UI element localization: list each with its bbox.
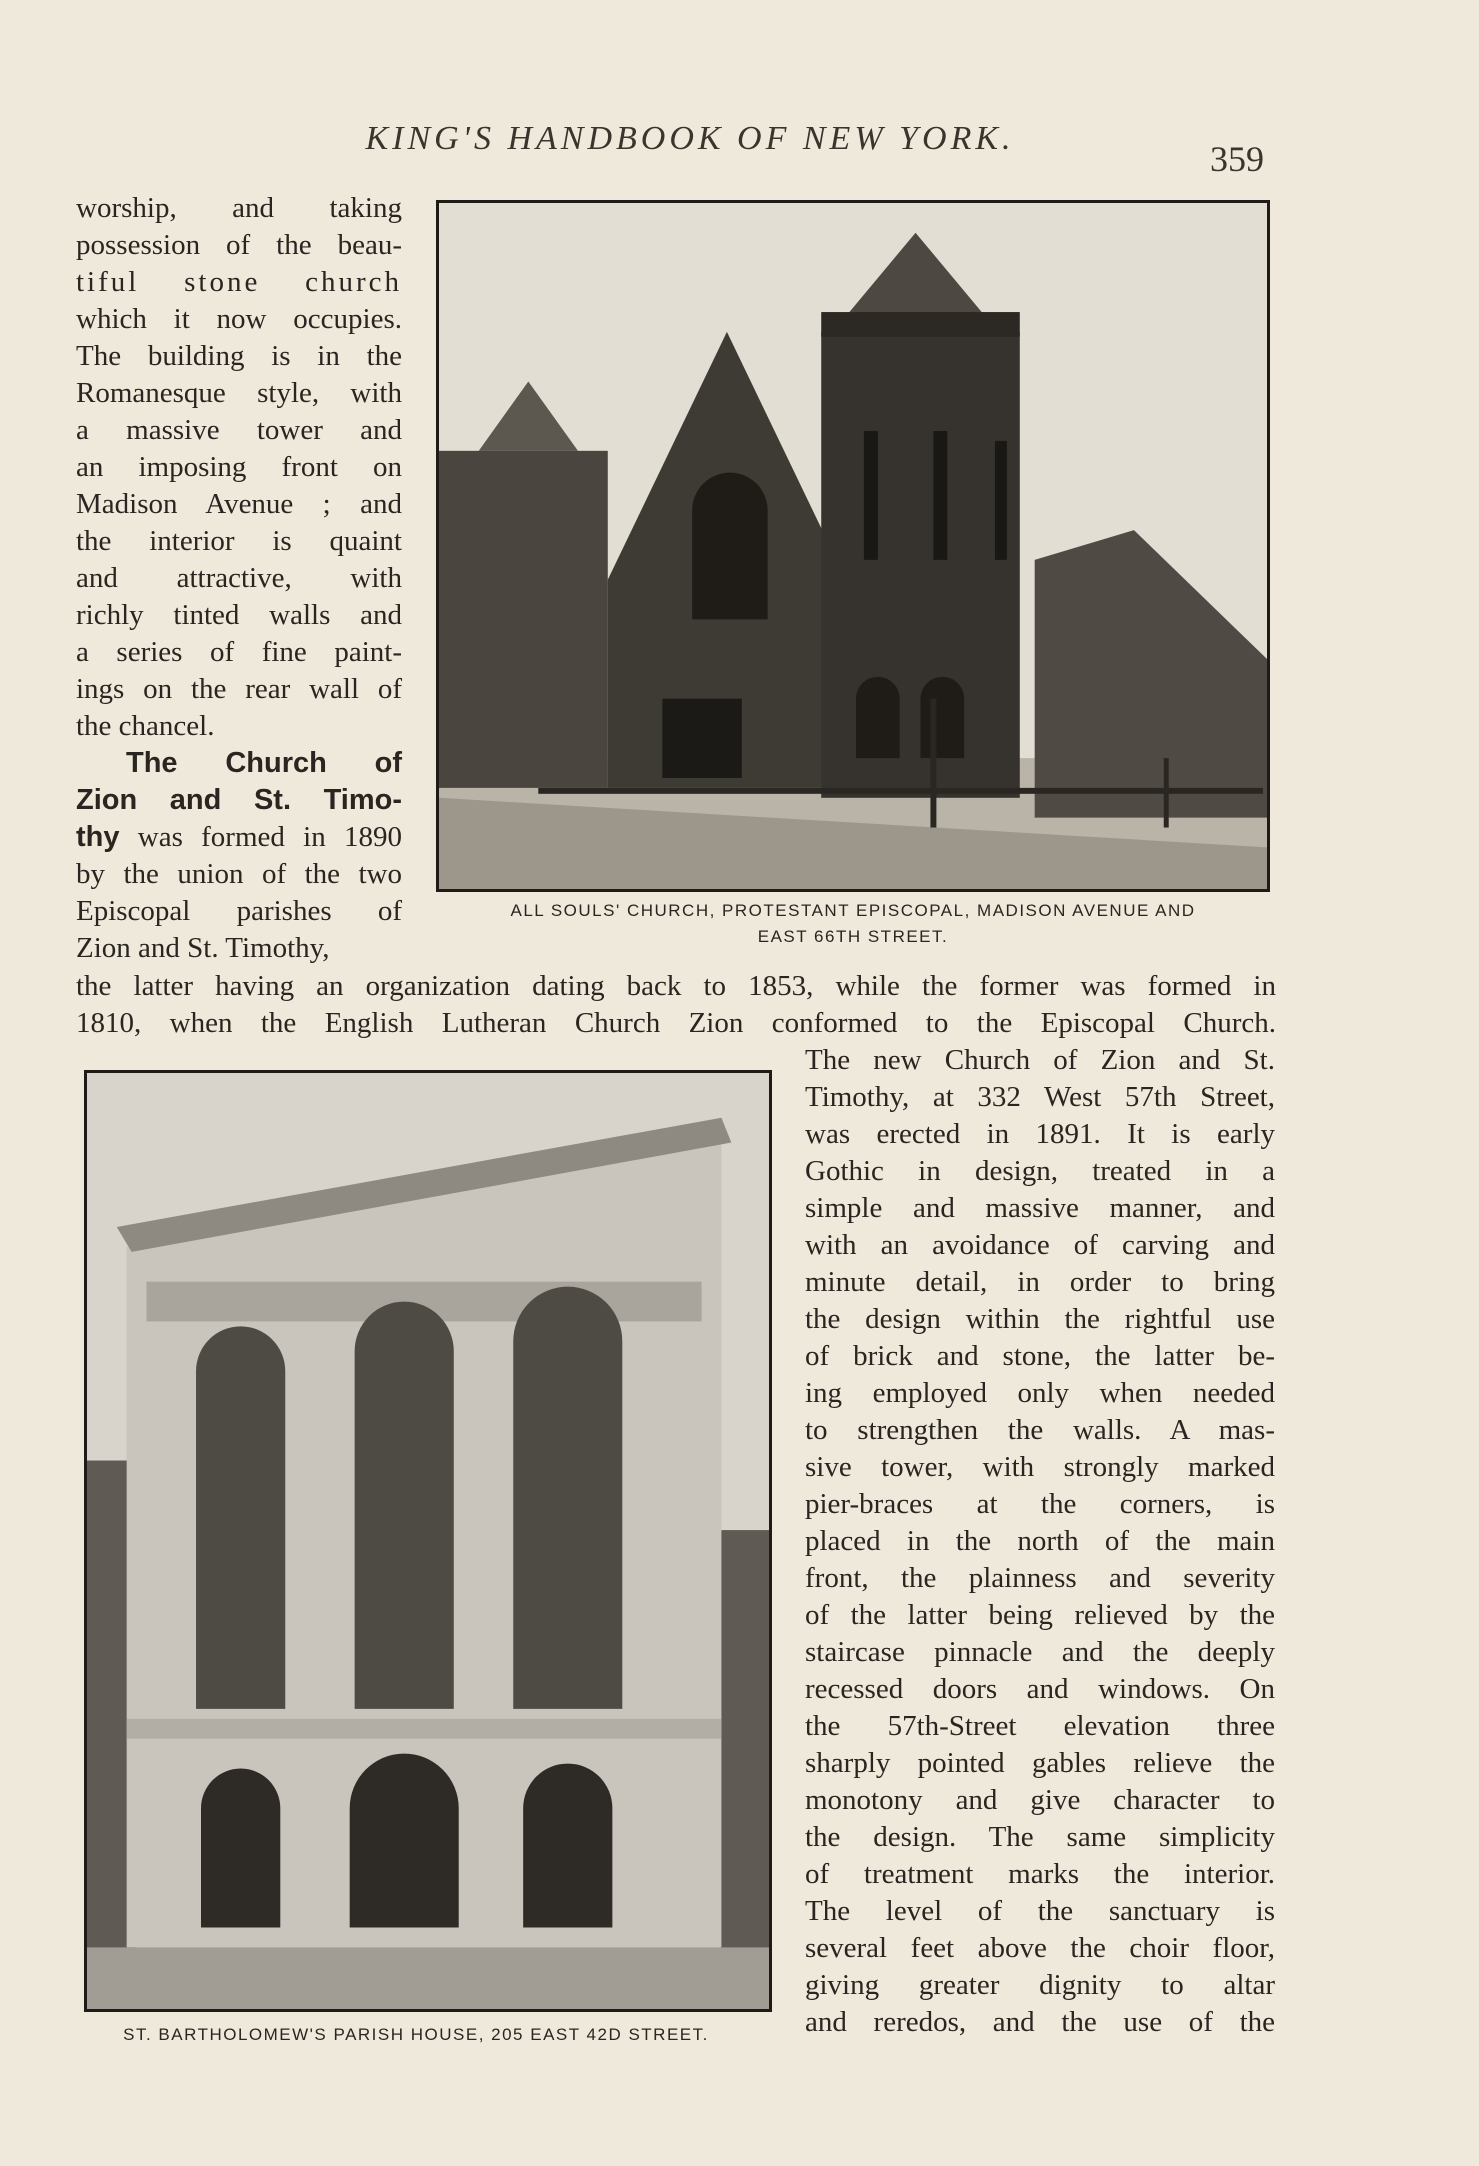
- full-width-text: [76, 968, 1276, 1042]
- text-line: the design. The same simplicity: [805, 1821, 1275, 1853]
- text-line: pier-braces at the corners, is: [805, 1488, 1275, 1520]
- text-line: of brick and stone, the latter be-: [805, 1340, 1275, 1372]
- text-line: Gothic in design, treated in a: [805, 1155, 1275, 1187]
- text-line: the interior is quaint: [76, 525, 402, 557]
- text-line: ing employed only when needed: [805, 1377, 1275, 1409]
- text-line: front, the plainness and severity: [805, 1562, 1275, 1594]
- text-line: sive tower, with strongly marked: [805, 1451, 1275, 1483]
- text-line: by the union of the two: [76, 858, 402, 890]
- text-line: and reredos, and the use of the: [805, 2006, 1275, 2038]
- st-bartholomews-parish-house-photo: [84, 1070, 772, 2012]
- text-line: to strengthen the walls. A mas-: [805, 1414, 1275, 1446]
- caption-line: EAST 66TH STREET.: [757, 927, 949, 946]
- text-line: ings on the rear wall of: [76, 673, 402, 705]
- text-line: sharply pointed gables relieve the: [805, 1747, 1275, 1779]
- text-line: minute detail, in order to bring: [805, 1266, 1275, 1298]
- text-line: Romanesque style, with: [76, 377, 402, 409]
- all-souls-church-photo: [436, 200, 1270, 892]
- text-line: richly tinted walls and: [76, 599, 402, 631]
- text-line: tiful stone church: [76, 266, 402, 298]
- church-illustration: [439, 203, 1267, 889]
- text-line: several feet above the choir floor,: [805, 1932, 1275, 1964]
- text-line: was erected in 1891. It is early: [805, 1118, 1275, 1150]
- text-line: possession of the beau-: [76, 229, 402, 261]
- text-line: an imposing front on: [76, 451, 402, 483]
- all-souls-caption: [436, 898, 1270, 950]
- st-bartholomews-caption: ST. BARTHOLOMEW'S PARISH HOUSE, 205 EAST 42D STREET.: [123, 2025, 709, 2044]
- section-heading: The Church of: [126, 747, 402, 779]
- text-fragment: was formed in 1890: [119, 821, 402, 853]
- text-line: worship, and taking: [76, 192, 402, 224]
- text-line: giving greater dignity to altar: [805, 1969, 1275, 2001]
- text-line: the latter having an organization dating back to 1853, while the former was formed in: [76, 970, 1276, 1002]
- text-line: with an avoidance of carving and: [805, 1229, 1275, 1261]
- text-line: the design within the rightful use: [805, 1303, 1275, 1335]
- text-line: a series of fine paint-: [76, 636, 402, 668]
- text-line: and attractive, with: [76, 562, 402, 594]
- right-column-text: [805, 1042, 1275, 2041]
- text-line: [76, 819, 402, 856]
- text-line: the 57th-Street elevation three: [805, 1710, 1275, 1742]
- text-line: The building is in the: [76, 340, 402, 372]
- text-line: The new Church of Zion and St.: [805, 1044, 1275, 1076]
- text-line: the chancel.: [76, 710, 215, 742]
- caption-line: ALL SOULS' CHURCH, PROTESTANT EPISCOPAL, MADISON AVENUE AND: [510, 901, 1196, 920]
- text-line: simple and massive manner, and: [805, 1192, 1275, 1224]
- left-column-text: [76, 190, 402, 967]
- text-line: Timothy, at 332 West 57th Street,: [805, 1081, 1275, 1113]
- text-line: a massive tower and: [76, 414, 402, 446]
- section-heading: thy: [76, 821, 120, 853]
- page-number: 359: [1210, 139, 1264, 179]
- parish-house-illustration: [87, 1073, 769, 2009]
- section-heading: Zion and St. Timo-: [76, 784, 402, 816]
- running-head: KING'S HANDBOOK OF NEW YORK.: [365, 120, 1015, 157]
- text-line: of treatment marks the interior.: [805, 1858, 1275, 1890]
- text-line: placed in the north of the main: [805, 1525, 1275, 1557]
- text-line: of the latter being relieved by the: [805, 1599, 1275, 1631]
- text-line: which it now occupies.: [76, 303, 402, 335]
- text-line: recessed doors and windows. On: [805, 1673, 1275, 1705]
- text-line: staircase pinnacle and the deeply: [805, 1636, 1275, 1668]
- text-line: Zion and St. Timothy,: [76, 932, 330, 964]
- text-line: 1810, when the English Lutheran Church Zion conformed to the Episcopal Church.: [76, 1007, 1276, 1039]
- text-line: monotony and give character to: [805, 1784, 1275, 1816]
- text-line: Madison Avenue ; and: [76, 488, 402, 520]
- text-line: The level of the sanctuary is: [805, 1895, 1275, 1927]
- text-line: Episcopal parishes of: [76, 895, 402, 927]
